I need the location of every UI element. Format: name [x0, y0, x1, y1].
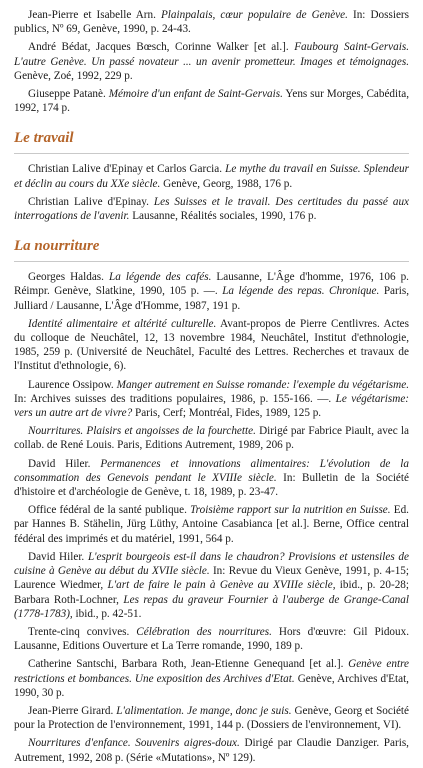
- top-entries: [14, 8, 409, 115]
- section-heading: Le travail: [14, 129, 409, 154]
- bib-entry: David Hiler. L'esprit bourgeois est-il dans le chaudron? Provisions et ustensiles de cuisine à Genève au début du XVIIe siècle. In: Revue du Vieux Genève, 1991, p. 4-15; Laurence Wiedmer, L'art de faire le pain à Genève au XVIIIe siècle, ibid., p. 20-28; Barbara Roth-Lochner, Les repas du graveur Fournier à l'auberge de Grange-Canal (1778-1783), ibid., p. 42-51.: [14, 550, 409, 620]
- bib-entry: Identité alimentaire et altérité culturelle. Avant-propos de Pierre Centlivres. Actes du colloque de Neuchâtel, 12, 13 novembre 1984, Neuchâtel, Institut d'ethnologie, 1985, 259 p. (Université de Neuchâtel, Faculté des Lettres. Recherches et travaux de l'Institut d'ethnologie, 6).: [14, 317, 409, 373]
- bib-entry: Nourritures d'enfance. Souvenirs aigres-doux. Dirigé par Claudie Danziger. Paris, Autrement, 1992, 208 p. (Série «Mutations», Nº 129).: [14, 737, 409, 764]
- bib-entry: Georges Haldas. La légende des cafés. Lausanne, L'Âge d'homme, 1976, 106 p. Réimpr. Genève, Slatkine, 1990, 105 p. —. La légende des repas. Chronique. Paris, Julliard / Lausanne, L'Âge d'Homme, 1987, 191 p.: [14, 271, 409, 312]
- bib-entry: Office fédéral de la santé publique. Troisième rapport sur la nutrition en Suisse. Ed. par Hannes B. Stähelin, Jürg Lüthy, Antoine Casabianca [et al.]. Berne, Office central fédéral des imprimés et du matériel, 1991, 564 p.: [14, 504, 409, 545]
- bib-entry: Christian Lalive d'Epinay et Carlos Garcia. Le mythe du travail en Suisse. Splendeur et déclin au cours du XXe siècle. Genève, Georg, 1988, 176 p.: [14, 163, 409, 190]
- bib-entry: Nourritures. Plaisirs et angoisses de la fourchette. Dirigé par Fabrice Piault, avec la collab. de René Louis. Paris, Editions Autrement, 1989, 206 p.: [14, 425, 409, 452]
- section-heading: La nourriture: [14, 237, 409, 262]
- bib-entry: Catherine Santschi, Barbara Roth, Jean-Etienne Genequand [et al.]. Genève entre restrictions et bombances. Une exposition des Archives d'Etat. Genève, Archives d'Etat, 1990, 30 p.: [14, 658, 409, 699]
- bib-entry: André Bédat, Jacques Bœsch, Corinne Walker [et al.]. Faubourg Saint-Gervais. L'autre Genève. Un passé novateur ... un avenir prometteur. Images et témoignages. Genève, Zoé, 1992, 229 p.: [14, 41, 409, 82]
- section-nourriture: [14, 237, 409, 765]
- section-travail: [14, 129, 409, 223]
- bib-entry: Christian Lalive d'Epinay. Les Suisses et le travail. Des certitudes du passé aux interrogations de l'avenir. Lausanne, Réalités sociales, 1990, 176 p.: [14, 195, 410, 223]
- bib-entry: Jean-Pierre et Isabelle Arn. Plainpalais, cœur populaire de Genève. In: Dossiers publics, Nº 69, Genève, 1990, p. 24-43.: [14, 9, 409, 36]
- bib-entry: David Hiler. Permanences et innovations alimentaires: L'évolution de la consommation des Genevois pendant le XVIIIe siècle. In: Bulletin de la Société d'histoire et d'archéologie de Genève, t. 18, 1989, p. 23-47.: [14, 457, 409, 499]
- bib-entry: Jean-Pierre Girard. L'alimentation. Je mange, donc je suis. Genève, Georg et Société pour la Protection de l'environnement, 1991, 144 p. (Dossiers de l'environnement, VI).: [14, 704, 410, 732]
- bib-entry: Giuseppe Patanè. Mémoire d'un enfant de Saint-Gervais. Yens sur Morges, Cabédita, 1992, 174 p.: [14, 88, 410, 115]
- bib-entry: Laurence Ossipow. Manger autrement en Suisse romande: l'exemple du végétarisme. In: Archives suisses des traditions populaires, 1986, p. 155-166. —. Le végétarisme: vers un autre art de vivre? Paris, Cerf; Montréal, Fides, 1989, 125 p.: [14, 378, 410, 420]
- bib-entry: Trente-cinq convives. Célébration des nourritures. Hors d'œuvre: Gil Pidoux. Lausanne, Editions Ouverture et La Terre romande, 1990, 189 p.: [14, 625, 409, 653]
